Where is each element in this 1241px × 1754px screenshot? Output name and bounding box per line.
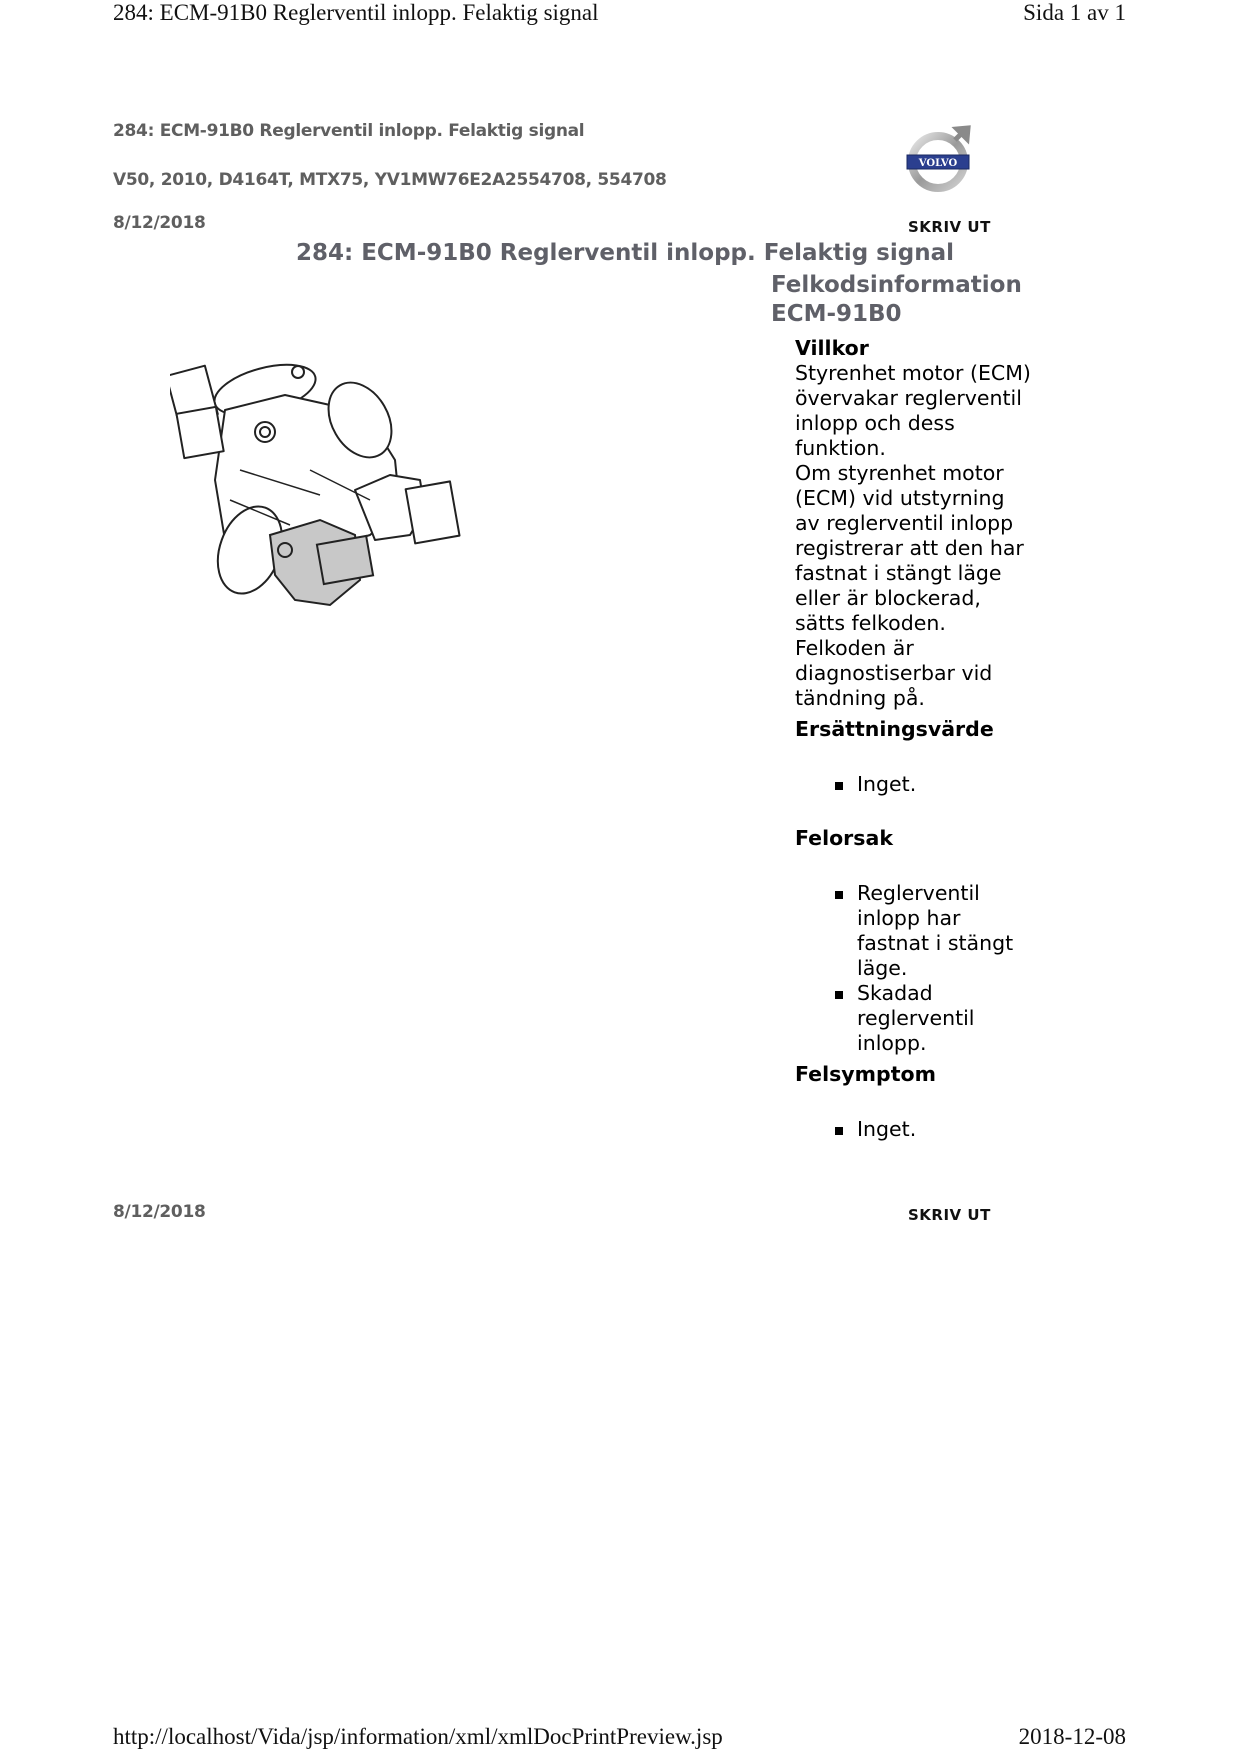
villkor-paragraph: Felkoden är diagnostiserbar vid tändning på. [795,636,993,710]
villkor-heading: Villkor [795,336,869,360]
list-item: Reglerventil inlopp har fastnat i stängt läge. [795,881,1035,981]
villkor-paragraph: Styrenhet motor (ECM) övervakar reglerventil inlopp och dess funktion. [795,361,1031,460]
print-button-bottom[interactable]: SKRIV UT [908,1206,991,1224]
page-number: Sida 1 av 1 [1023,0,1126,25]
print-date: 2018-12-08 [1018,1724,1126,1749]
page-title: 284: ECM-91B0 Reglerventil inlopp. Felaktig signal [296,240,954,266]
print-header-title: 284: ECM-91B0 Reglerventil inlopp. Felaktig signal [113,0,599,25]
list-item: Inget. [795,772,1035,797]
svg-text:VOLVO: VOLVO [918,158,958,169]
ersattningsvarde-list [795,772,1035,797]
villkor-paragraph: Om styrenhet motor (ECM) vid utstyrning av reglerventil inlopp registrerar att den har fastnat i stängt läge eller är blockerad, sätts felkoden. [795,461,1024,635]
ersattningsvarde-heading: Ersättningsvärde [795,717,994,741]
document-date-bottom: 8/12/2018 [113,1202,206,1222]
felorsak-heading: Felorsak [795,826,893,850]
felorsak-list [795,881,1035,1056]
print-header [113,0,1126,30]
document-date: 8/12/2018 [113,213,206,233]
fault-code-info-heading [771,271,1022,329]
felsymptom-heading: Felsymptom [795,1062,936,1086]
subtitle-line2: ECM-91B0 [771,301,902,327]
list-item: Inget. [795,1117,1035,1142]
throttle-valve-illustration [170,350,470,615]
page-url: http://localhost/Vida/jsp/information/xml/xmlDocPrintPreview.jsp [113,1724,723,1749]
subtitle-line1: Felkodsinformation [771,272,1022,298]
list-item: Skadad reglerventil inlopp. [795,981,1035,1056]
print-button[interactable]: SKRIV UT [908,218,991,236]
felsymptom-list [795,1117,1035,1142]
volvo-logo-icon [905,124,975,194]
document-title-meta: 284: ECM-91B0 Reglerventil inlopp. Felaktig signal [113,121,585,141]
vehicle-info: V50, 2010, D4164T, MTX75, YV1MW76E2A2554708, 554708 [113,170,667,190]
fault-details [795,336,1035,1142]
